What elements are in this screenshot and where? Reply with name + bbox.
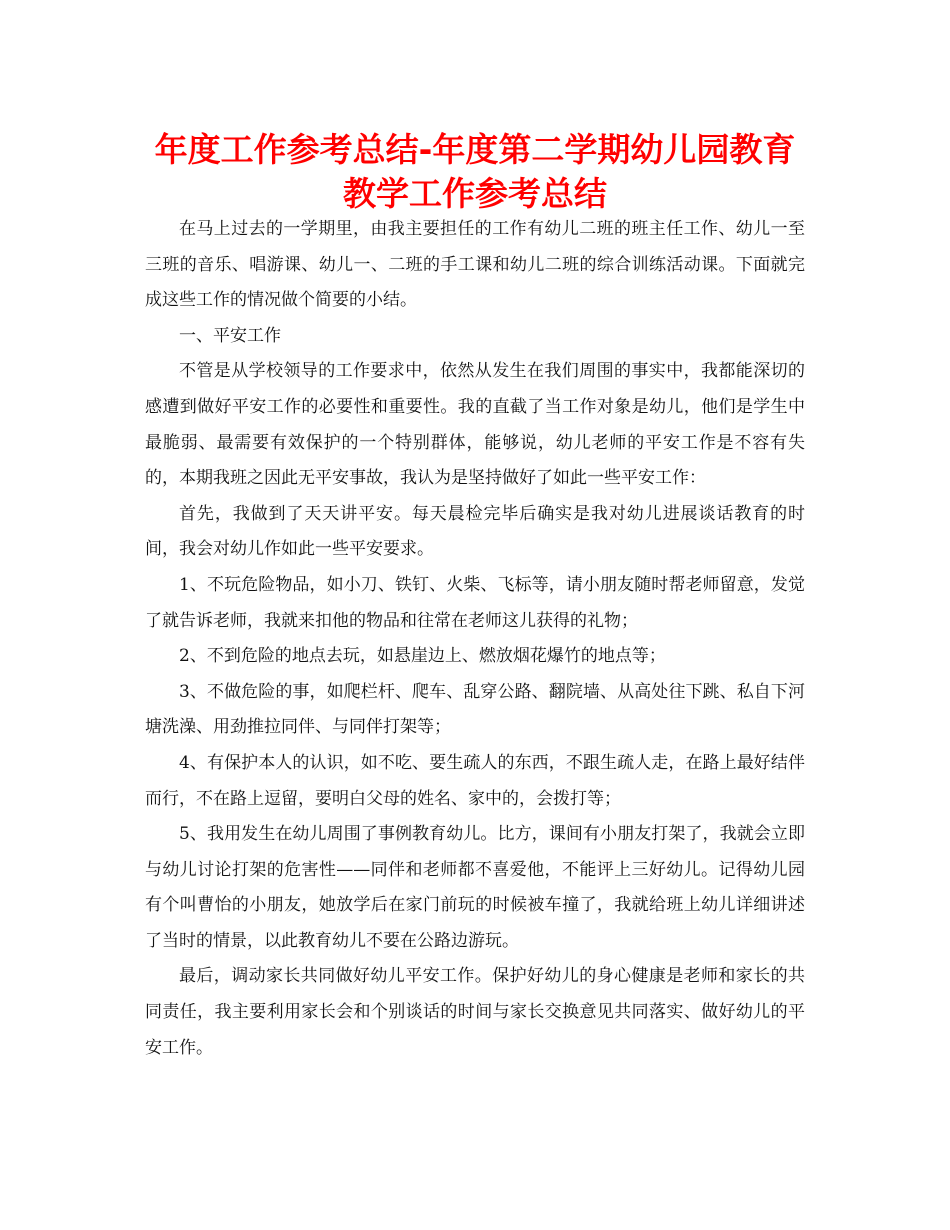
- paragraph-safety-importance: 不管是从学校领导的工作要求中，依然从发生在我们周围的事实中，我都能深切的感遭到做好平安工作的必要性和重要性。我的直截了当工作对象是幼儿，他们是学生中最脆弱、最需要有效保护的一个特别群体，能够说，幼儿老师的平安工作是不容有失的，本期我班之因此无平安事故，我认为是坚持做好了如此一些平安工作：: [145, 361, 805, 489]
- list-item-4: 4、有保护本人的认识，如不吃、要生疏人的东西，不跟生疏人走，在路上最好结伴而行，不在路上逗留，要明白父母的姓名、家中的，会拨打等；: [145, 752, 805, 809]
- list-item-2: 2、不到危险的地点去玩，如悬崖边上、燃放烟花爆竹的地点等；: [179, 646, 666, 667]
- document-body: [145, 212, 805, 1066]
- section-heading-safety: 一、平安工作: [179, 325, 281, 346]
- paragraph-first-daily-talk: 首先，我做到了天天讲平安。每天晨检完毕后确实是我对幼儿进展谈话教育的时间，我会对幼儿作如此一些平安要求。: [145, 503, 805, 560]
- list-item-1: 1、不玩危险物品，如小刀、铁钉、火柴、飞标等，请小朋友随时帮老师留意，发觉了就告诉老师，我就来扣他的物品和往常在老师这儿获得的礼物；: [145, 574, 805, 631]
- paragraph-intro: 在马上过去的一学期里，由我主要担任的工作有幼儿二班的班主任工作、幼儿一至三班的音乐、唱游课、幼儿一、二班的手工课和幼儿二班的综合训练活动课。下面就完成这些工作的情况做个简要的小结。: [145, 219, 805, 311]
- list-item-3: 3、不做危险的事，如爬栏杆、爬车、乱穿公路、翻院墙、从高处往下跳、私自下河塘洗澡、用劲推拉同伴、与同伴打架等；: [145, 681, 805, 738]
- paragraph-finally-parents: 最后，调动家长共同做好幼儿平安工作。保护好幼儿的身心健康是老师和家长的共同责任，我主要利用家长会和个别谈话的时间与家长交换意见共同落实、做好幼儿的平安工作。: [145, 966, 805, 1058]
- document-title: 年度工作参考总结-年度第二学期幼儿园教育教学工作参考总结: [154, 130, 796, 213]
- list-item-5: 5、我用发生在幼儿周围了事例教育幼儿。比方，课间有小朋友打架了，我就会立即与幼儿讨论打架的危害性——同伴和老师都不喜爱他，不能评上三好幼儿。记得幼儿园有个叫曹怡的小朋友，她放学后在家门前玩的时候被车撞了，我就给班上幼儿详细讲述了当时的情景，以此教育幼儿不要在公路边游玩。: [145, 824, 805, 951]
